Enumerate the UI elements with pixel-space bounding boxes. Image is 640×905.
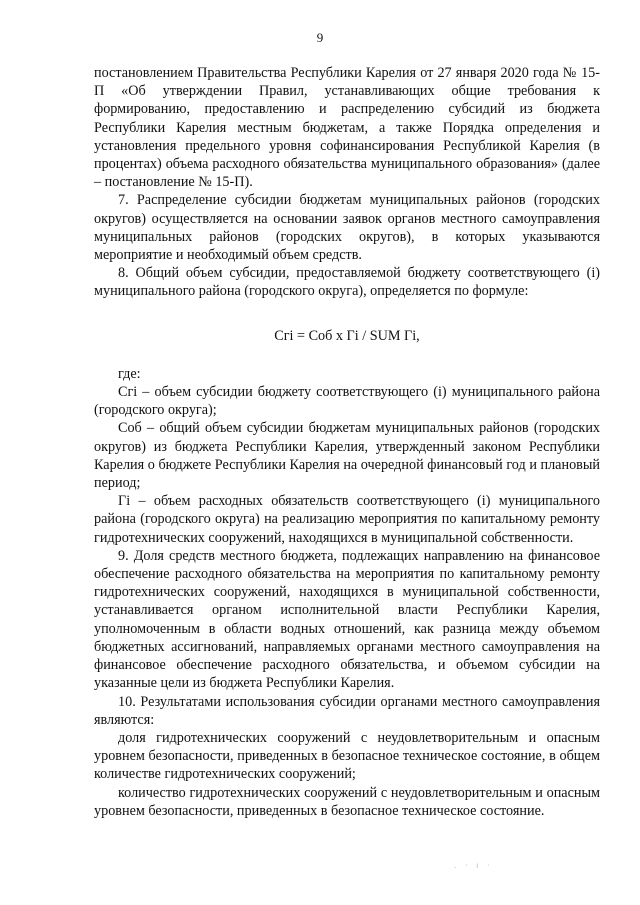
footer-mark: . · ı · — [454, 861, 493, 870]
paragraph-7: 7. Распределение субсидии бюджетам муниципальных районов (городских округов) осуществляется на основании заявок органов местного самоуправления муниципальных районов (городских округов), в которых указываются мероприятие и необходимый объем средств. — [94, 192, 600, 264]
paragraph-continuation: постановлением Правительства Республики Карелия от 27 января 2020 года № 15-П «Об утверждении Правил, устанавливающих общие требования к формированию, предоставлению и распределению субсидий из бюджета Республики Карелия местным бюджетам, а также Порядка определения и установления предельного уровня софинансирования Республикой Карелия (в процентах) объема расходного обязательства муниципального образования» (далее – постановление № 15-П). — [94, 65, 600, 191]
paragraph-9: 9. Доля средств местного бюджета, подлежащих направлению на финансовое обеспечение расходного обязательства на мероприятия по капитальному ремонту гидротехнических сооружений, находящихся в муниципальной собственности, устанавливается органом исполнительной власти Республики Карелия, уполномоченным в области водных отношений, как разница между объемом бюджетных ассигнований, направляемых органами местного самоуправления на финансовое обеспечение расходного обязательства, и объемом субсидии на указанные цели из бюджета Республики Карелия. — [94, 547, 600, 692]
definition-cob: Cоб – общий объем субсидии бюджетам муниципальных районов (городских округов) из бюджета Республики Карелия, утвержденный законом Республики Карелия о бюджете Республики Карелия на очередной финансовый год и плановый период; — [94, 420, 600, 492]
paragraph-8: 8. Общий объем субсидии, предоставляемой бюджету соответствующего (i) муниципального района (городского округа), определяется по формуле: — [94, 265, 600, 300]
definition-gi: Гi – объем расходных обязательств соответствующего (i) муниципального района (городского округа) на реализацию мероприятия по капитальному ремонту гидротехнических сооружений, находящихся в муниципальной собственности. — [94, 493, 600, 546]
paragraph-10: 10. Результатами использования субсидии органами местного самоуправления являются: — [94, 693, 600, 728]
formula: Cгi = Cоб x Гi / SUM Гi, — [274, 327, 420, 344]
result-item-2: количество гидротехнических сооружений с неудовлетворительным и опасным уровнем безопасности, приведенных в безопасное техническое состояние. — [94, 784, 600, 819]
page-number: 9 — [316, 30, 324, 45]
definition-cgi: Cгi – объем субсидии бюджету соответствующего (i) муниципального района (городского округа); — [94, 384, 600, 419]
document-body — [94, 64, 600, 820]
result-item-1: доля гидротехнических сооружений с неудовлетворительным и опасным уровнем безопасности, приведенных в безопасное техническое состояние, в общем количестве гидротехнических сооружений; — [94, 729, 600, 783]
where-label: где: — [118, 365, 141, 382]
